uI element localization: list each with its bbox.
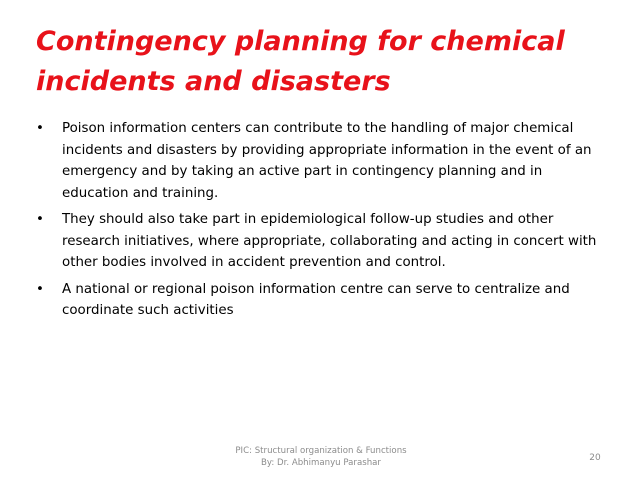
bullet-marker: • [36,212,44,227]
page-number: 20 [589,453,601,463]
bullet-list [36,118,608,327]
bullet-marker: • [36,281,44,297]
slide-footer [196,445,446,469]
slide-title: Contingency planning for chemical incidents and disasters [36,26,565,97]
bullet-item [36,118,608,204]
bullet-item [36,279,608,322]
bullet-text: A national or regional poison information centre can serve to centralize and coordinate such activities [62,281,570,318]
bullet-marker: • [36,121,44,136]
footer-author: By: Dr. Abhimanyu Parashar [261,458,381,468]
bullet-text: Poison information centers can contribute to the handling of major chemical incidents and disasters by providing appropriate information in the event of an emergency and by taking an active part in contingency planning and in education and training. [62,121,592,201]
footer-title: PIC: Structural organization & Functions [235,446,407,456]
bullet-item [36,209,608,274]
bullet-text: They should also take part in epidemiological follow-up studies and other research initiatives, where appropriate, collaborating and acting in concert with other bodies involved in accident prevention and control. [62,212,597,270]
